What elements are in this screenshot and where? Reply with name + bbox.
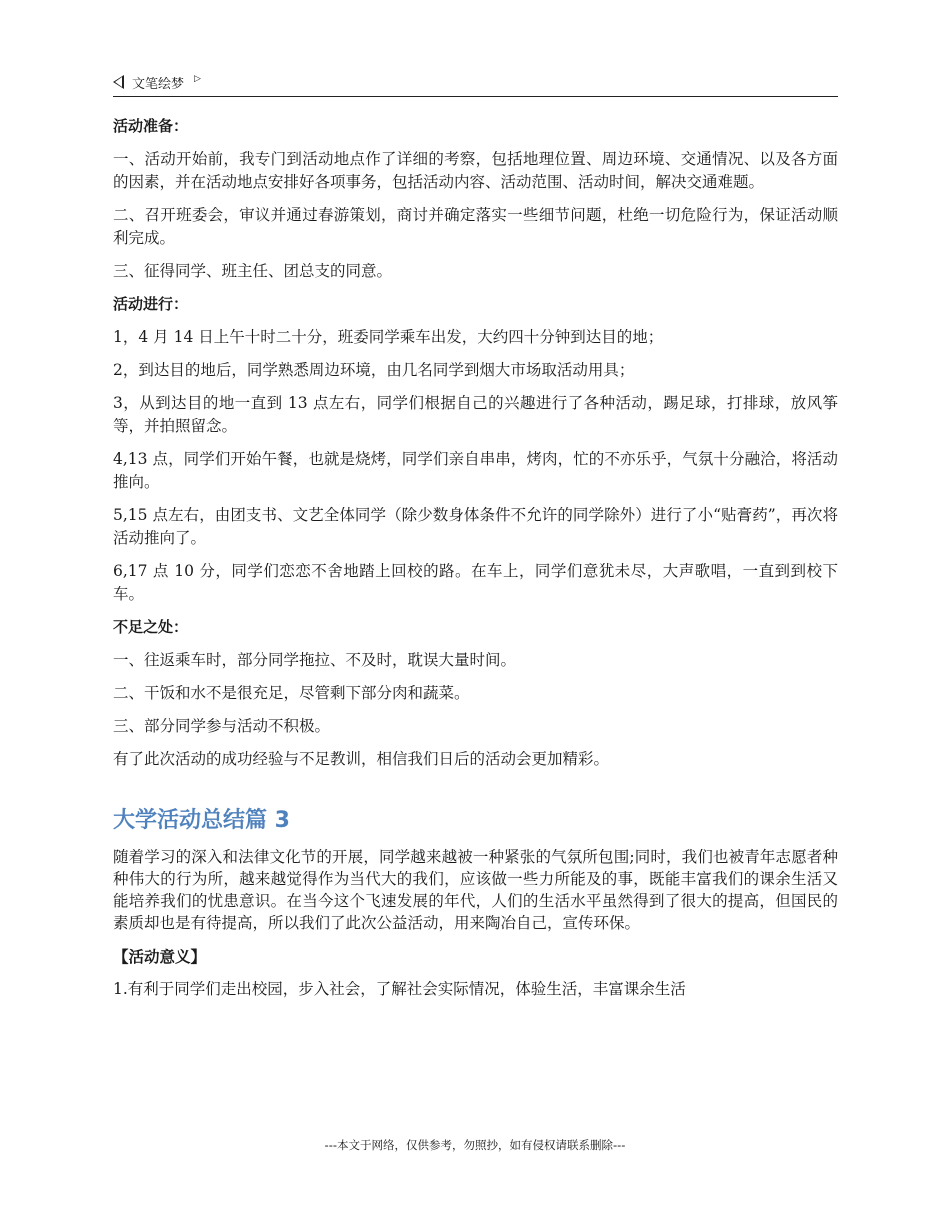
intro-paragraph: 随着学习的深入和法律文化节的开展，同学越来越被一种紧张的气氛所包围;同时，我们也被青年志愿者种种伟大的行为所，越来越觉得作为当代大的我们，应该做一些力所能及的事，既能丰富我们的课余生活又能培养我们的忧患意识。在当今这个飞速发展的年代，人们的生活水平虽然得到了很大的提高，但国民的素质却也是有待提高，所以我们了此次公益活动，用来陶冶自己，宣传环保。 [113,848,838,932]
section-title: 大学活动总结篇 3 [113,808,290,833]
triangle-right-icon: ▷ [194,74,201,84]
document-body [113,115,838,1000]
meaning-heading: 【活动意义】 [113,947,207,966]
section-3-body [113,846,838,1000]
triangle-left-icon [113,75,124,89]
prep-paragraph-2: 二、召开班委会，审议并通过春游策划，商讨并确定落实一些细节问题，杜绝一切危险行为，保证活动顺利完成。 [113,206,838,247]
meaning-item-1: 1.有利于同学们走出校园，步入社会，了解社会实际情况，体验生活，丰富课余生活 [113,980,686,998]
process-paragraph-4: 4,13 点，同学们开始午餐，也就是烧烤，同学们亲自串串，烤肉，忙的不亦乐乎，气氛十分融洽，将活动推向。 [113,450,838,491]
closing-paragraph: 有了此次活动的成功经验与不足教训，相信我们日后的活动会更加精彩。 [113,750,610,768]
prep-paragraph-3: 三、征得同学、班主任、团总支的同意。 [113,262,393,280]
process-heading: 活动进行： [113,295,189,313]
document-page [113,70,838,1000]
shortcoming-3: 三、部分同学参与活动不积极。 [113,717,331,735]
page-footer: ---本文于网络，仅供参考，勿照抄，如有侵权请联系删除--- [324,1138,626,1152]
prep-paragraph-1: 一、活动开始前，我专门到活动地点作了详细的考察，包括地理位置、周边环境、交通情况、以及各方面的因素，并在活动地点安排好各项事务，包括活动内容、活动范围、活动时间，解决交通难题。 [113,150,838,191]
shortcoming-1: 一、往返乘车时，部分同学拖拉、不及时，耽误大量时间。 [113,651,517,669]
process-paragraph-2: 2，到达目的地后，同学熟悉周边环境，由几名同学到烟大市场取活动用具； [113,361,635,379]
process-paragraph-1: 1，4 月 14 日上午十时二十分，班委同学乘车出发，大约四十分钟到达目的地； [113,328,664,346]
process-paragraph-3: 3，从到达目的地一直到 13 点左右，同学们根据自己的兴趣进行了各种活动，踢足球，打排球，放风筝等，并拍照留念。 [113,394,838,435]
process-paragraph-6: 6,17 点 10 分，同学们恋恋不舍地踏上回校的路。在车上，同学们意犹未尽，大声歌唱，一直到到校下车。 [113,562,838,603]
shortcoming-2: 二、干饭和水不是很充足，尽管剩下部分肉和蔬菜。 [113,684,470,702]
header-title: 文笔绘梦 [132,76,185,92]
shortcomings-heading: 不足之处： [113,618,189,636]
prep-heading: 活动准备： [113,117,189,135]
page-header [113,70,838,97]
process-paragraph-5: 5,15 点左右，由团支书、文艺全体同学（除少数身体条件不允许的同学除外）进行了小“贴膏药”，再次将活动推向了。 [113,506,838,547]
